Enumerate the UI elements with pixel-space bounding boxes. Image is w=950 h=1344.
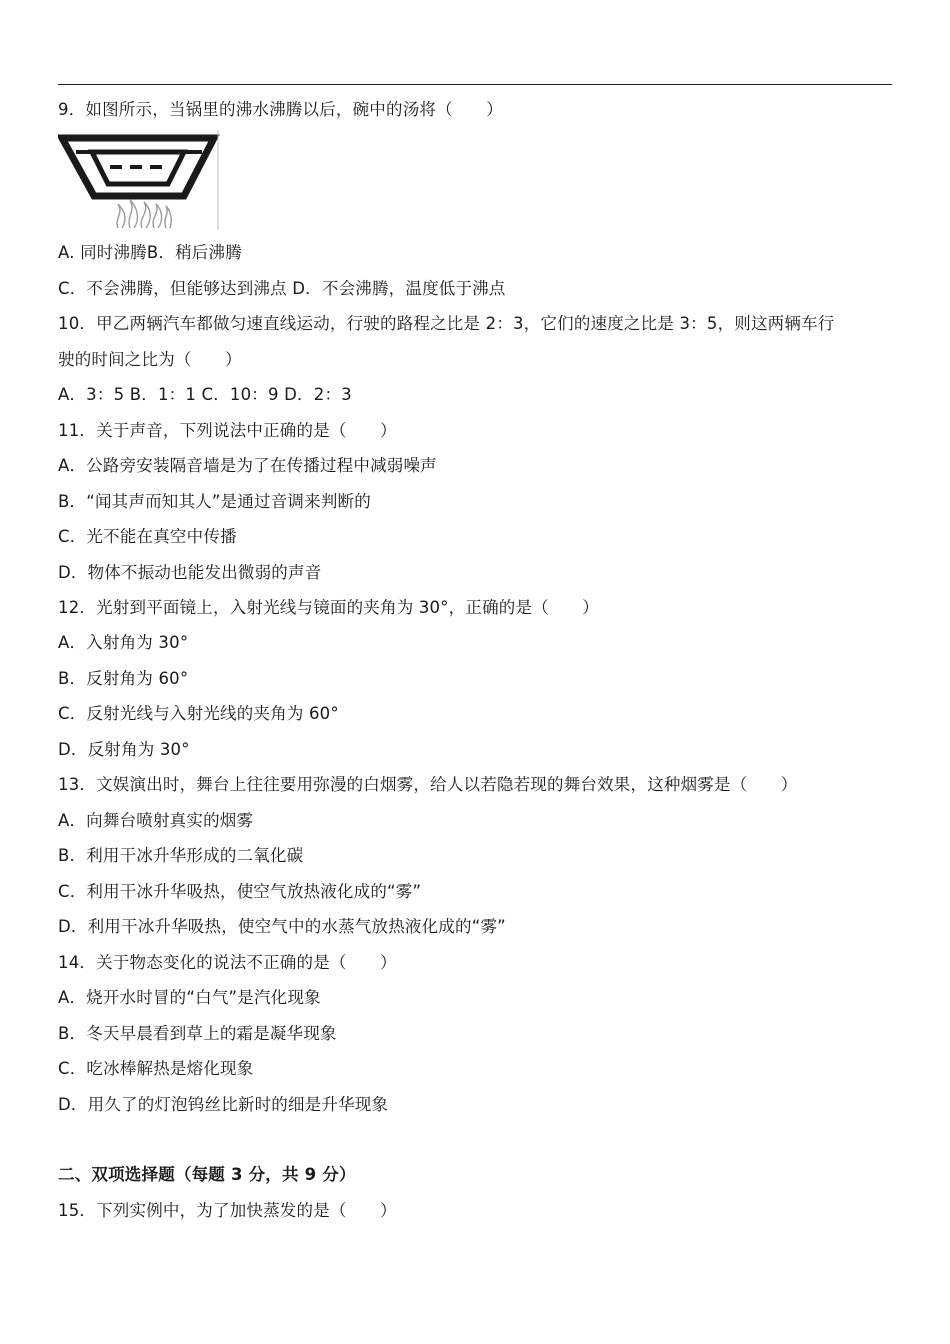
section-2-heading: 二、双项选择题（每题 3 分，共 9 分） [58,1165,356,1184]
q15-stem: 15．下列实例中，为了加快蒸发的是（ ） [58,1201,397,1220]
q9-options-cd: C．不会沸腾，但能够达到沸点 D．不会沸腾，温度低于沸点 [58,279,506,298]
q13-option-c: C．利用干冰升华吸热，使空气放热液化成的“雾” [58,882,422,901]
header-rule [58,84,892,85]
q11-stem: 11．关于声音，下列说法中正确的是（ ） [58,421,397,440]
pot-and-bowl-figure [58,130,220,230]
q12-option-d: D．反射角为 30° [58,740,190,759]
q11-option-a: A．公路旁安装隔音墙是为了在传播过程中减弱噪声 [58,456,437,475]
q12-option-b: B．反射角为 60° [58,669,189,688]
q14-option-d: D．用久了的灯泡钨丝比新时的细是升华现象 [58,1095,389,1114]
q13-option-a: A．向舞台喷射真实的烟雾 [58,811,254,830]
q12-option-c: C．反射光线与入射光线的夹角为 60° [58,704,339,723]
q14-option-a: A．烧开水时冒的“白气”是汽化现象 [58,988,321,1007]
q9-stem: 9．如图所示，当锅里的沸水沸腾以后，碗中的汤将（ ） [58,100,503,119]
q11-option-c: C．光不能在真空中传播 [58,527,237,546]
q10-stem-line2: 驶的时间之比为（ ） [58,350,242,369]
q13-option-d: D．利用干冰升华吸热，使空气中的水蒸气放热液化成的“雾” [58,917,506,936]
q13-option-b: B．利用干冰升华形成的二氧化碳 [58,846,304,865]
q11-option-b: B．“闻其声而知其人”是通过音调来判断的 [58,492,371,511]
q14-stem: 14．关于物态变化的说法不正确的是（ ） [58,953,397,972]
q12-option-a: A．入射角为 30° [58,633,189,652]
q10-options: A．3：5 B．1：1 C．10：9 D．2：3 [58,385,352,404]
q14-option-b: B．冬天早晨看到草上的霜是凝华现象 [58,1024,337,1043]
q9-options-ab: A. 同时沸腾B．稍后沸腾 [58,243,242,262]
q11-option-d: D．物体不振动也能发出微弱的声音 [58,563,322,582]
q13-stem: 13．文娱演出时，舞台上往往要用弥漫的白烟雾，给人以若隐若现的舞台效果，这种烟雾是（ ） [58,775,798,794]
q12-stem: 12．光射到平面镜上，入射光线与镜面的夹角为 30°，正确的是（ ） [58,598,599,617]
q10-stem-line1: 10．甲乙两辆汽车都做匀速直线运动，行驶的路程之比是 2：3，它们的速度之比是 3：5，则这两辆车行 [58,314,835,333]
q14-option-c: C．吃冰棒解热是熔化现象 [58,1059,254,1078]
